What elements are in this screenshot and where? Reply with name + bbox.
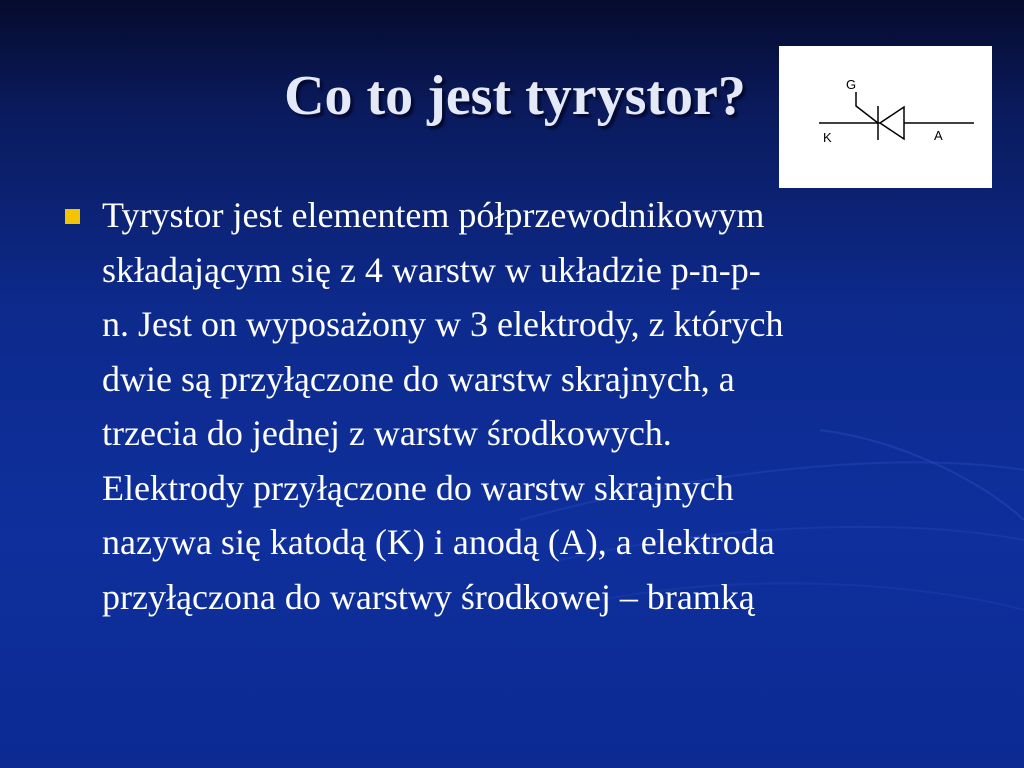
square-bullet-icon xyxy=(65,209,80,224)
text-line: dwie są przyłączone do warstw skrajnych, a xyxy=(102,358,735,399)
cathode-label: K xyxy=(823,130,832,145)
text-line: trzecia do jednej z warstw środkowych. xyxy=(102,413,672,453)
text-line: nazywa się katodą (K) i anodą (A), a elektroda xyxy=(102,522,775,562)
thyristor-gate-lead xyxy=(856,92,878,123)
bullet-text xyxy=(102,188,972,624)
text-line: Elektrody przyłączone do warstw skrajnych xyxy=(102,467,734,508)
bullet-list xyxy=(62,188,982,624)
text-line: Tyrystor jest elementem półprzewodnikowym xyxy=(102,195,765,235)
text-line: przyłączona do warstwy środkowej – bramką xyxy=(102,576,755,617)
anode-label: A xyxy=(934,128,943,143)
slide-title: Co to jest tyrystor? xyxy=(284,65,746,127)
thyristor-symbol-image xyxy=(779,46,992,188)
gate-label: G xyxy=(846,77,857,92)
text-line: składającym się z 4 warstw w układzie p-n-p- xyxy=(102,249,761,290)
thyristor-triangle xyxy=(880,107,904,139)
list-item xyxy=(62,188,982,624)
text-line: n. Jest on wyposażony w 3 elektrody, z których xyxy=(102,304,784,344)
thyristor-symbol-icon xyxy=(779,46,992,188)
